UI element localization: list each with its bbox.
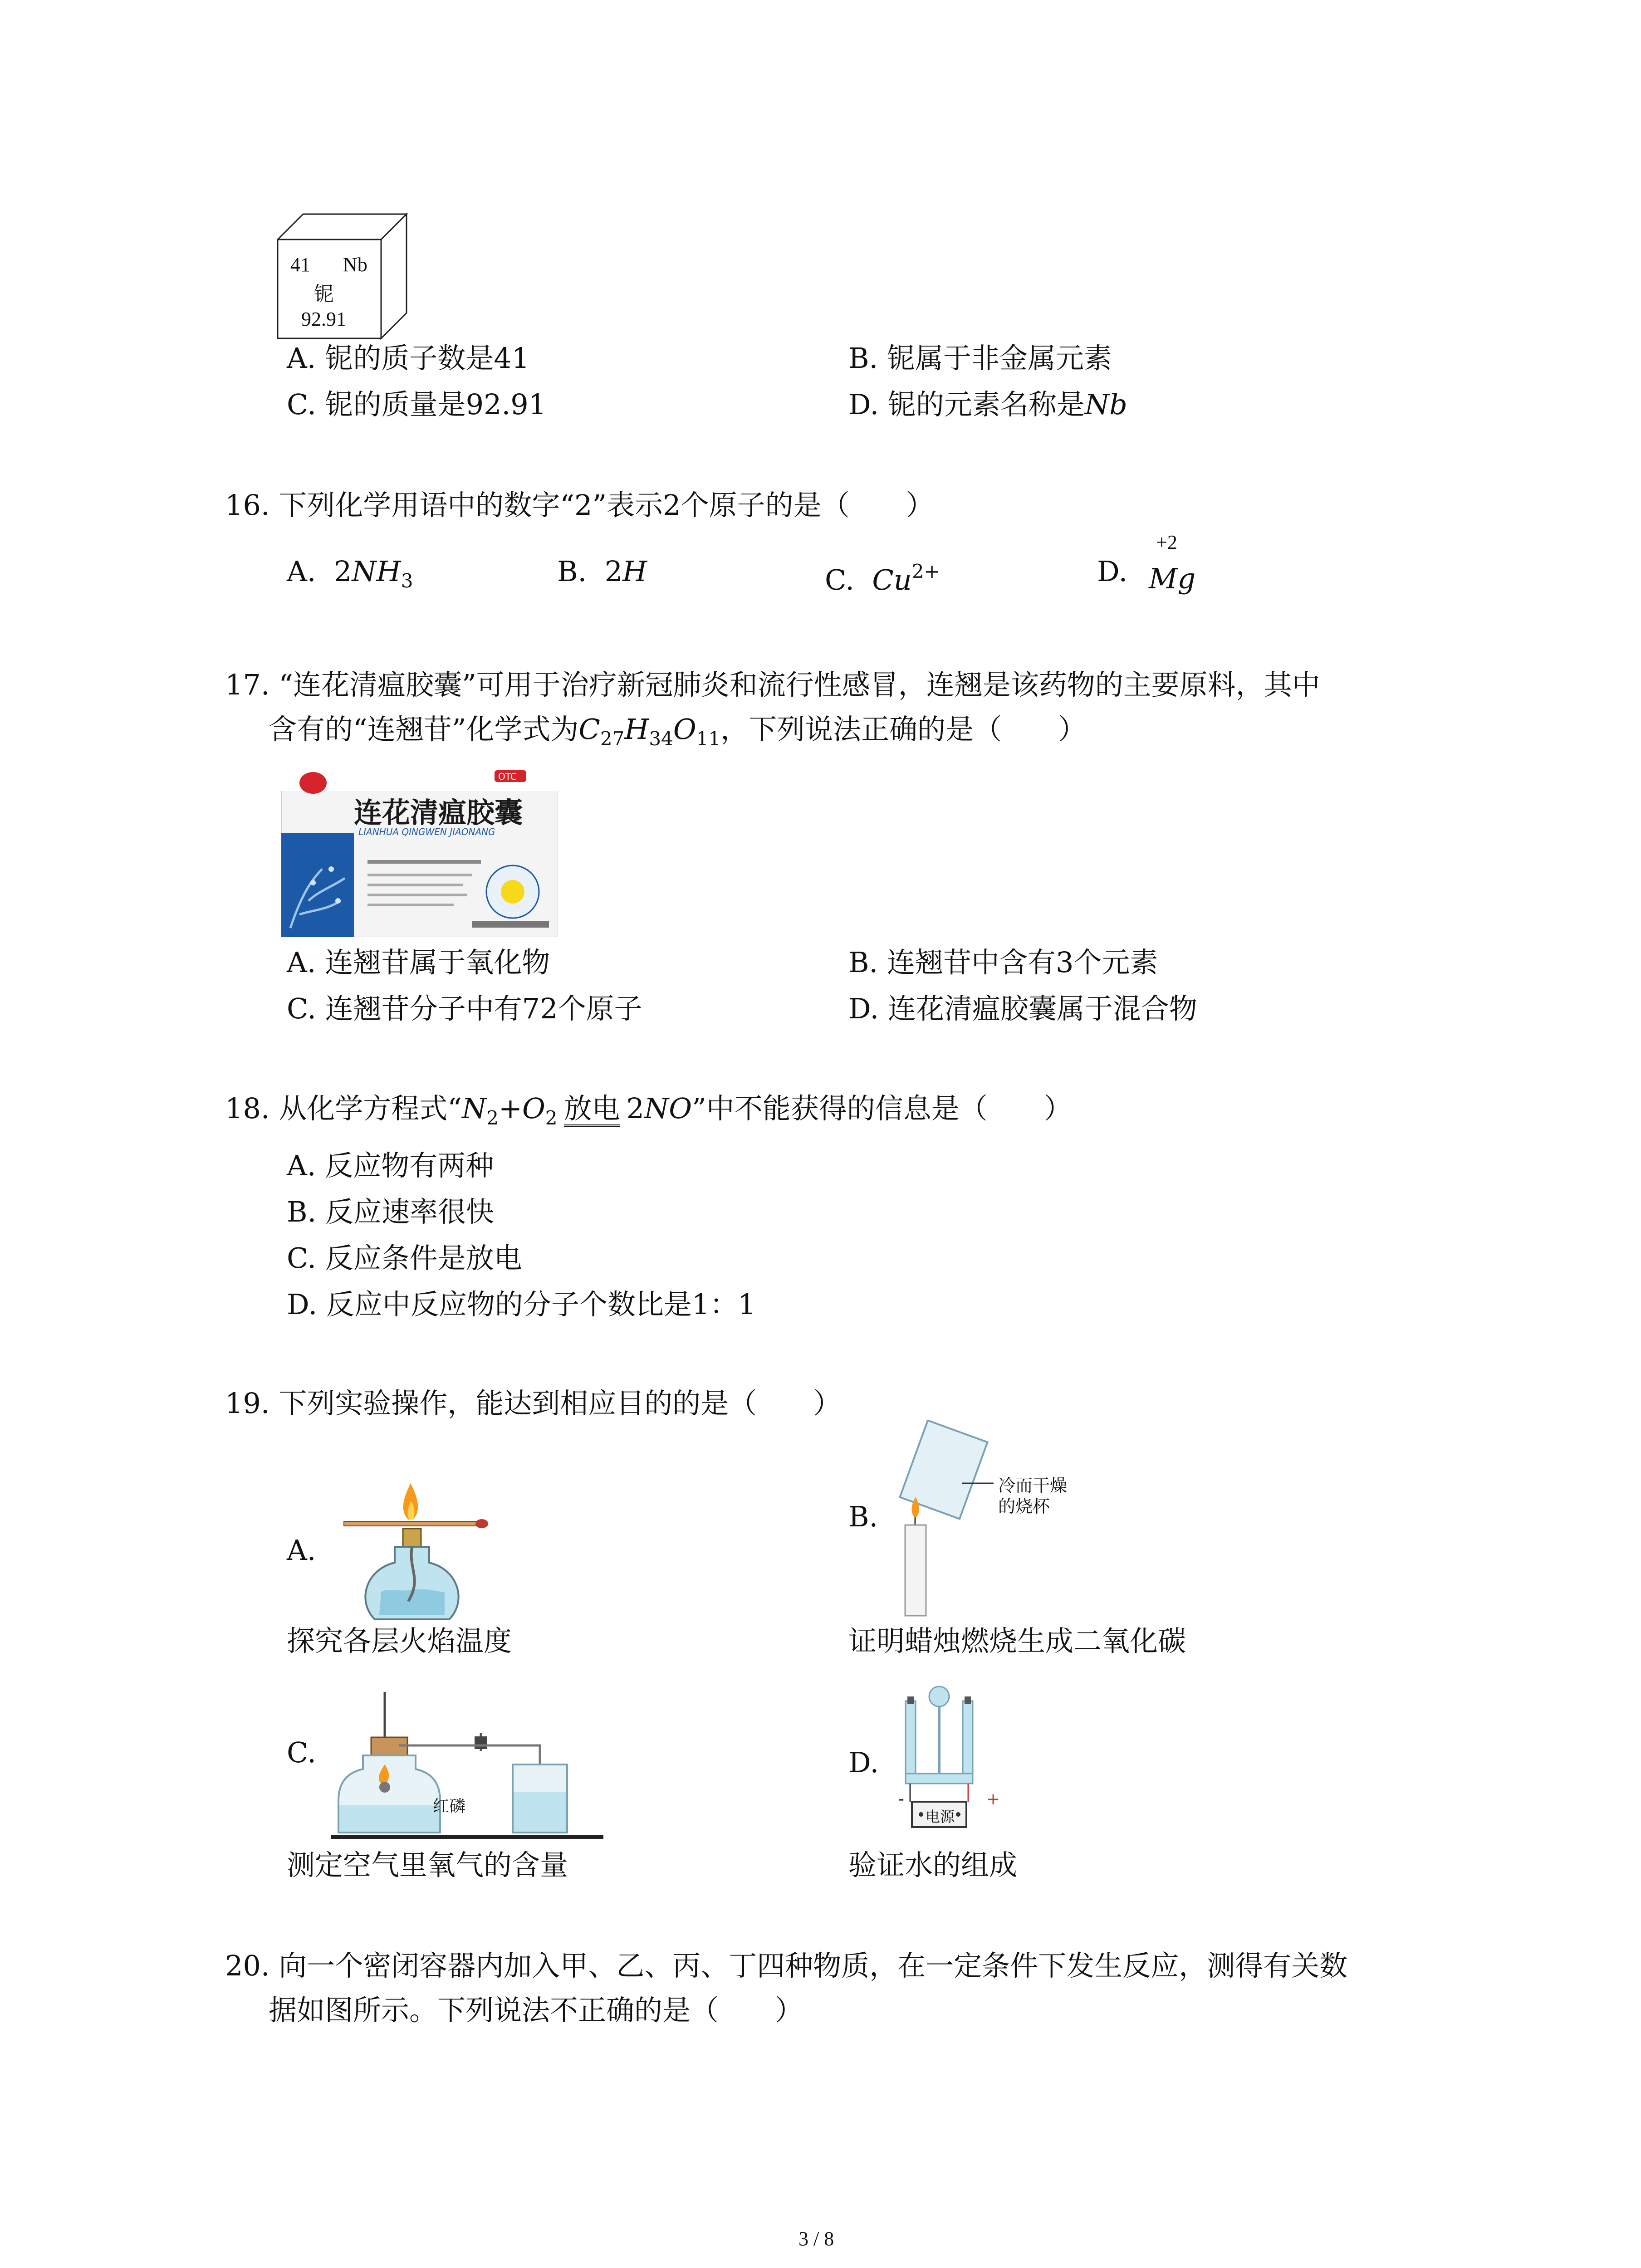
element-name: 铌 [314,283,334,306]
q17-stem-line2: 含有的“连翘苷”化学式为$C_{27}H_{34}O_{11}$，下列说法正确的是（ ） [269,713,1087,750]
medicine-box-otc: OTC [498,771,517,782]
q15-option-d-text: D. 铌的元素名称是 [848,388,1085,421]
q17-stem-line1: 17. “连花清瘟胶囊”可用于治疗新冠肺炎和流行性感冒，连翘是该药物的主要原料，其中 [225,668,1320,701]
air-oxygen-apparatus [331,1692,603,1842]
electrode-plus-label: + [986,1790,1000,1809]
q19-option-b-caption: 证明蜡烛燃烧生成二氧化碳 [848,1624,1186,1657]
mg-symbol: Mg [1149,562,1196,595]
candle-beaker-illustration [885,1420,1075,1619]
q18-option-a[interactable]: A. 反应物有两种 [287,1149,494,1182]
q19-option-c-label[interactable]: C. [287,1736,316,1769]
q17-option-a[interactable]: A. 连翘苷属于氧化物 [287,946,550,979]
alcohol-lamp-illustration [331,1483,495,1633]
power-supply-label: 电源 [926,1808,955,1825]
q16-stem: 16. 下列化学用语中的数字“2”表示2个原子的是（ ） [225,489,934,522]
q17-option-d[interactable]: D. 连花清瘟胶囊属于混合物 [848,992,1197,1025]
nb-symbol: Nb [1084,388,1127,421]
q16-option-a[interactable]: A. $2NH_3$ [287,555,413,592]
q19-option-d-label[interactable]: D. [848,1746,879,1779]
mg-valence: +2 [1156,531,1177,553]
q16-option-c[interactable]: C. $Cu^{2+}$ [825,560,940,596]
q15-option-b[interactable]: B. 铌属于非金属元素 [848,342,1112,375]
element-symbol: Nb [343,254,367,276]
element-mass: 92.91 [301,308,346,330]
q19-option-a-caption: 探究各层火焰温度 [287,1624,512,1657]
q19-option-b-label[interactable]: B. [848,1500,878,1533]
q20-stem-line1: 20. 向一个密闭容器内加入甲、乙、丙、丁四种物质，在一定条件下发生反应，测得有关数 [225,1949,1348,1982]
beaker-note-line2: 的烧杯 [998,1496,1050,1516]
q18-stem: 18. 从化学方程式“$N_2+O_2$ 放电 2NO”中不能获得的信息是（ ） [225,1092,1072,1129]
q16-option-b[interactable]: B. 2H [557,555,647,588]
medicine-box-title: 连花清瘟胶囊 [354,796,523,829]
electrode-minus-label: - [898,1790,904,1809]
equation-condition: 放电 [564,1093,620,1127]
q17-option-c[interactable]: C. 连翘苷分子中有72个原子 [287,992,642,1025]
red-phosphorus-label: 红磷 [433,1797,466,1816]
q18-option-b[interactable]: B. 反应速率很快 [287,1195,494,1228]
q19-option-c-caption: 测定空气里氧气的含量 [287,1848,568,1882]
q15-option-a[interactable]: A. 铌的质子数是41 [287,342,530,375]
medicine-box-pinyin: LIANHUA QINGWEN JIAONANG [358,826,495,837]
q19-option-d-caption: 验证水的组成 [848,1848,1018,1882]
beaker-note-line1: 冷而干燥 [998,1476,1068,1496]
q16-option-d[interactable]: D. [1097,555,1128,588]
q19-stem: 19. 下列实验操作，能达到相应目的的是（ ） [225,1387,842,1420]
q18-option-d[interactable]: D. 反应中反应物的分子个数比是1：1 [287,1288,756,1321]
q20-stem-line2: 据如图所示。下列说法不正确的是（ ） [269,1994,803,2027]
q19-option-a-label[interactable]: A. [287,1534,316,1567]
q18-option-c[interactable]: C. 反应条件是放电 [287,1242,522,1275]
page-number: 3 / 8 [798,2228,834,2250]
element-number: 41 [290,254,310,276]
q17-option-b[interactable]: B. 连翘苷中含有3个元素 [848,946,1158,979]
q15-option-c[interactable]: C. 铌的质量是92.91 [287,388,547,421]
q15-option-d[interactable] [848,386,1127,423]
